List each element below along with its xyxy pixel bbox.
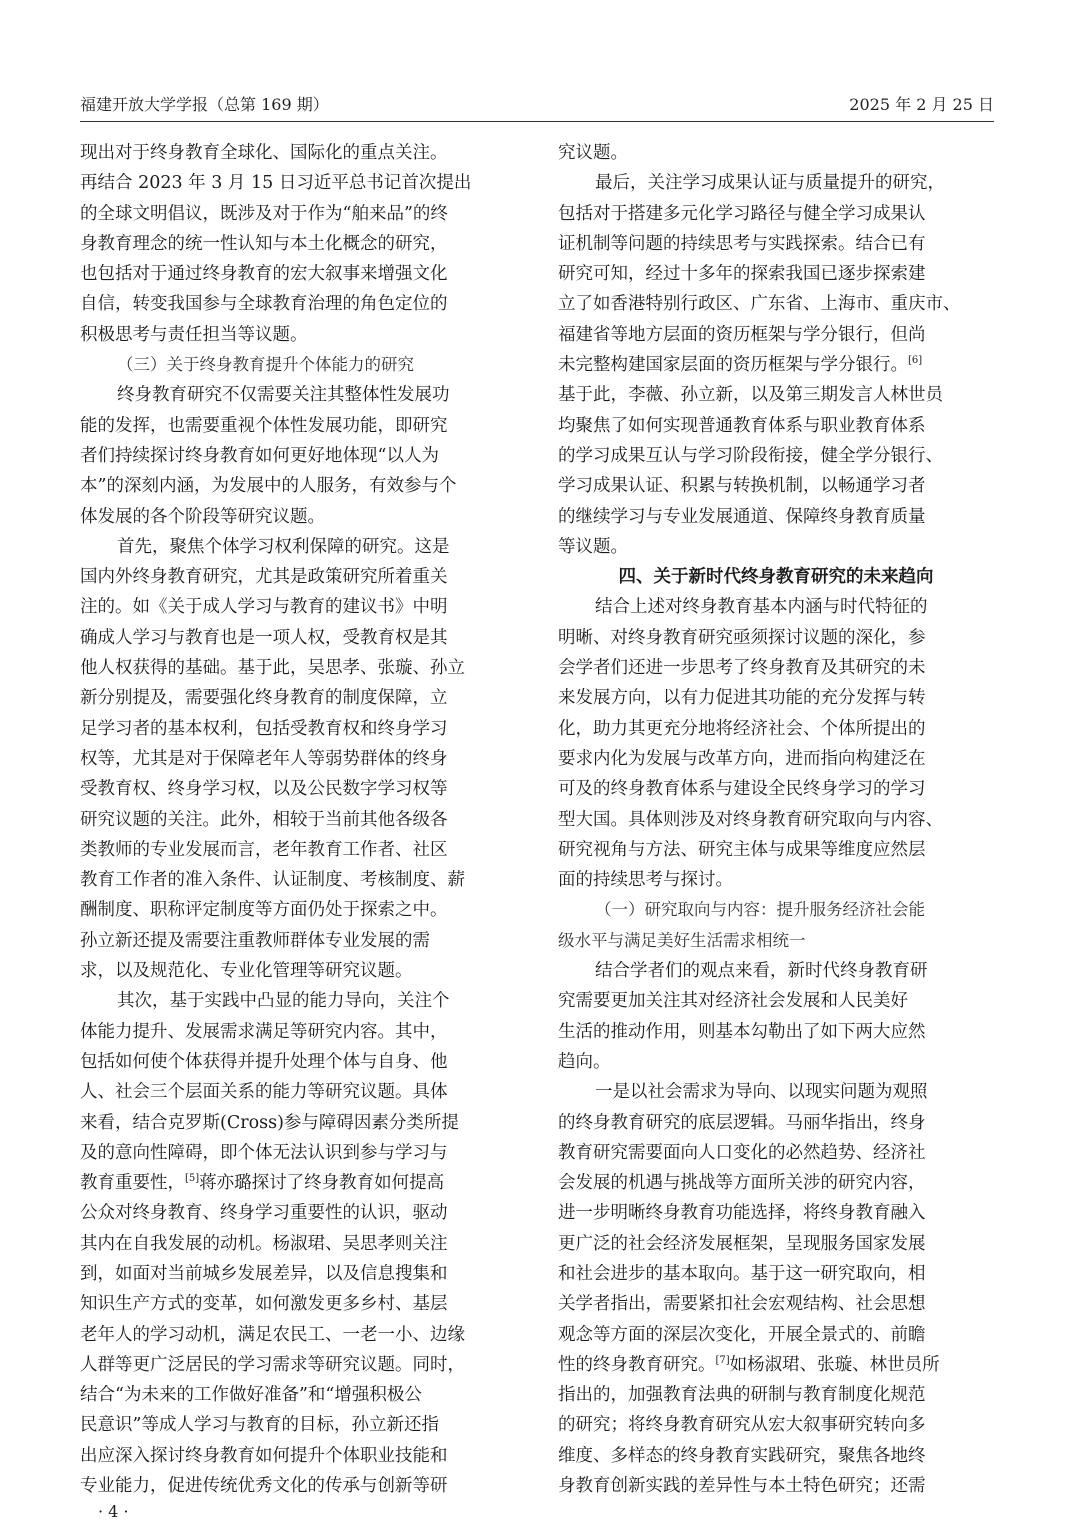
line-text: 求，以及规范化、专业化管理等研究议题。 — [80, 961, 413, 982]
text-line — [80, 1017, 514, 1047]
line-text: （一）研究取向与内容：提升服务经济社会能 — [595, 900, 925, 920]
text-line — [558, 471, 994, 501]
text-line — [558, 714, 994, 744]
line-text: 受教育权、终身学习权，以及公民数字学习权等 — [80, 779, 448, 800]
text-line — [80, 229, 514, 259]
line-text: 等议题。 — [558, 536, 628, 557]
line-text: 知识生产方式的变革，如何激发更多乡村、基层 — [80, 1294, 448, 1315]
line-text: 体发展的各个阶段等研究议题。 — [80, 506, 325, 527]
text-line — [558, 1441, 994, 1471]
text-line — [80, 1471, 514, 1501]
text-line — [558, 138, 994, 168]
text-line — [80, 926, 514, 956]
citation-ref: [6] — [908, 355, 923, 367]
text-line — [558, 623, 994, 653]
text-line — [80, 259, 514, 289]
text-line — [80, 774, 514, 804]
line-text: 其内在自我发展的动机。杨淑珺、吴思孝则关注 — [80, 1233, 448, 1254]
line-text: 确成人学习与教育也是一项人权，受教育权是其 — [80, 627, 448, 648]
text-line — [558, 168, 994, 198]
line-text: 体能力提升、发展需求满足等研究内容。其中， — [80, 1021, 448, 1042]
text-line — [558, 1350, 994, 1380]
text-line — [558, 592, 994, 622]
line-text: 教育研究需要面向人口变化的必然趋势、经济社 — [558, 1142, 926, 1163]
line-text: 进一步明晰终身教育功能选择，将终身教育融入 — [558, 1203, 926, 1224]
text-line — [558, 1229, 994, 1259]
line-text: 观念等方面的深层次变化，开展全景式的、前瞻 — [558, 1324, 926, 1345]
line-text: 注的。如《关于成人学习与教育的建议书》中明 — [80, 597, 448, 618]
line-text: 究议题。 — [558, 143, 628, 163]
line-text: 身教育理念的统一性认知与本土化概念的研究， — [80, 233, 448, 254]
line-text: 面的持续思考与探讨。 — [558, 870, 733, 891]
line-text: 化，助力其更充分地将经济社会、个体所提出的 — [558, 718, 926, 739]
text-line — [80, 744, 514, 774]
line-text: 再结合 2023 年 3 月 15 日习近平总书记首次提出 — [80, 173, 472, 194]
line-text: 其次，基于实践中凸显的能力导向，关注个 — [117, 991, 450, 1012]
line-text: 类教师的专业发展而言，老年教育工作者、社区 — [80, 839, 448, 860]
line-text: 的全球文明倡议，既涉及对于作为“舶来品”的终 — [80, 203, 448, 224]
text-line — [558, 653, 994, 683]
line-text: 级水平与满足美好生活需求相统一 — [558, 930, 806, 950]
line-text: 孙立新还提及需要注重教师群体专业发展的需 — [80, 930, 430, 951]
text-line — [558, 956, 994, 986]
text-line — [80, 835, 514, 865]
text-line — [80, 714, 514, 744]
text-line — [558, 1380, 994, 1410]
journal-title: 福建开放大学学报（总第 169 期） — [80, 95, 329, 114]
text-line — [80, 1108, 514, 1138]
text-line — [558, 1077, 994, 1107]
line-text: 证机制等问题的持续思考与实践探索。结合已有 — [558, 233, 926, 254]
line-text: 和社会进步的基本取向。基于这一研究取向，相 — [558, 1263, 926, 1284]
line-text: 出应深入探讨终身教育如何提升个体职业技能和 — [80, 1445, 448, 1466]
line-text: 维度、多样态的终身教育实践研究，聚焦各地终 — [558, 1445, 926, 1466]
text-line — [80, 1047, 514, 1077]
line-text-continued: 蒋亦璐探讨了终身教育如何提高 — [199, 1173, 445, 1194]
line-text: 均聚焦了如何实现普通教育体系与职业教育体系 — [558, 415, 926, 436]
line-text: 也包括对于通过终身教育的宏大叙事来增强文化 — [80, 264, 448, 285]
text-line — [80, 623, 514, 653]
text-line — [558, 1017, 994, 1047]
line-text: 性的终身教育研究。 — [558, 1354, 716, 1375]
line-text: 型大国。具体则涉及对终身教育研究取向与内容、 — [558, 809, 943, 830]
line-text: 研究议题的关注。此外，相较于当前其他各级各 — [80, 809, 448, 830]
text-line — [80, 1229, 514, 1259]
subsection-heading — [80, 350, 514, 380]
text-line — [558, 683, 994, 713]
text-line — [558, 380, 994, 410]
line-text: 可及的终身教育体系与建设全民终身学习的学习 — [558, 779, 926, 800]
text-line — [558, 350, 994, 380]
line-text: 关学者指出，需要紧扣社会宏观结构、社会思想 — [558, 1294, 926, 1315]
text-line — [80, 592, 514, 622]
text-line — [80, 1410, 514, 1440]
text-line — [80, 1198, 514, 1228]
running-header — [80, 88, 994, 118]
line-text: 者们持续探讨终身教育如何更好地体现“以人为 — [80, 445, 439, 466]
text-line — [80, 1380, 514, 1410]
line-text: 积极思考与责任担当等议题。 — [80, 324, 308, 345]
text-line — [80, 532, 514, 562]
text-line — [558, 289, 994, 319]
line-text: 本”的深刻内涵，为发展中的人服务，有效参与个 — [80, 476, 457, 497]
text-line — [80, 1138, 514, 1168]
line-text: 首先，聚焦个体学习权利保障的研究。这是 — [117, 536, 450, 557]
line-text: 学习成果认证、积累与转换机制，以畅通学习者 — [558, 476, 926, 497]
text-line — [558, 532, 994, 562]
line-text: 能的发挥，也需要重视个体性发展功能，即研究 — [80, 415, 448, 436]
line-text: 一是以社会需求为导向、以现实问题为观照 — [595, 1082, 928, 1103]
text-line — [558, 1289, 994, 1319]
line-text: 会学者们还进一步思考了终身教育及其研究的未 — [558, 658, 926, 679]
line-text: 他人权获得的基础。基于此，吴思孝、张璇、孙立 — [80, 658, 465, 679]
text-line — [80, 502, 514, 532]
line-text: 结合上述对终身教育基本内涵与时代特征的 — [595, 597, 928, 618]
line-text: 结合学者们的观点来看，新时代终身教育研 — [595, 961, 928, 982]
text-line — [80, 411, 514, 441]
text-line — [80, 986, 514, 1016]
line-text: 新分别提及，需要强化终身教育的制度保障，立 — [80, 688, 448, 709]
line-text: 福建省等地方层面的资历框架与学分银行，但尚 — [558, 324, 926, 345]
text-line — [80, 168, 514, 198]
text-line — [558, 865, 994, 895]
text-line — [80, 1168, 514, 1198]
line-text: 研究可知，经过十多年的探索我国已逐步探索建 — [558, 264, 926, 285]
text-line — [80, 1259, 514, 1289]
text-line — [558, 805, 994, 835]
line-text: 的终身教育研究的底层逻辑。马丽华指出，终身 — [558, 1112, 926, 1133]
text-line — [80, 1441, 514, 1471]
left-column — [80, 138, 514, 1501]
text-line — [558, 1138, 994, 1168]
line-text: 教育重要性， — [80, 1173, 185, 1194]
line-text: 包括对于搭建多元化学习路径与健全学习成果认 — [558, 203, 926, 224]
line-text: 指出的，加强教育法典的研制与教育制度化规范 — [558, 1385, 926, 1406]
line-text: 更广泛的社会经济发展框架，呈现服务国家发展 — [558, 1233, 926, 1254]
line-text: 人群等更广泛居民的学习需求等研究议题。同时， — [80, 1354, 465, 1375]
text-line — [558, 835, 994, 865]
line-text: 身教育创新实践的差异性与本土特色研究；还需 — [558, 1476, 926, 1497]
text-line — [80, 441, 514, 471]
right-column — [558, 138, 994, 1501]
line-text: 的学习成果互认与学习阶段衔接，健全学分银行、 — [558, 445, 943, 466]
line-text: 专业能力，促进传统优秀文化的传承与创新等研 — [80, 1476, 448, 1497]
line-text: 权等，尤其是对于保障老年人等弱势群体的终身 — [80, 748, 448, 769]
line-text: 教育工作者的准入条件、认证制度、考核制度、薪 — [80, 870, 465, 891]
text-line — [558, 229, 994, 259]
text-line — [558, 441, 994, 471]
line-text: （三）关于终身教育提升个体能力的研究 — [117, 355, 414, 375]
section-heading — [558, 562, 994, 592]
text-line — [558, 744, 994, 774]
text-line — [80, 380, 514, 410]
line-text: 国内外终身教育研究，尤其是政策研究所着重关 — [80, 567, 448, 588]
line-text: 的继续学习与专业发展通道、保障终身教育质量 — [558, 506, 926, 527]
text-line — [558, 1410, 994, 1440]
line-text: 未完整构建国家层面的资历框架与学分银行。 — [558, 355, 908, 376]
text-line — [558, 1259, 994, 1289]
line-text: 老年人的学习动机，满足农民工、一老一小、边缘 — [80, 1324, 465, 1345]
line-text: 基于此，李薇、孙立新，以及第三期发言人林世员 — [558, 385, 943, 406]
header-divider — [80, 121, 994, 122]
text-line — [80, 683, 514, 713]
line-text: 足学习者的基本权利，包括受教育权和终身学习 — [80, 718, 448, 739]
line-text: 的研究；将终身教育研究从宏大叙事研究转向多 — [558, 1415, 926, 1436]
text-line — [80, 1289, 514, 1319]
line-text: 来发展方向，以有力促进其功能的充分发挥与转 — [558, 688, 926, 709]
text-line — [80, 1350, 514, 1380]
text-line — [558, 199, 994, 229]
line-text: 立了如香港特别行政区、广东省、上海市、重庆市、 — [558, 294, 961, 315]
text-line — [558, 1471, 994, 1501]
text-line — [558, 320, 994, 350]
text-line — [558, 1108, 994, 1138]
citation-ref: [5] — [185, 1173, 200, 1185]
line-text: 民意识”等成人学习与教育的目标，孙立新还指 — [80, 1415, 439, 1436]
text-line — [558, 1320, 994, 1350]
text-line — [558, 502, 994, 532]
text-line — [558, 986, 994, 1016]
citation-ref: [7] — [715, 1355, 730, 1367]
line-text: 生活的推动作用，则基本勾勒出了如下两大应然 — [558, 1021, 926, 1042]
text-line — [80, 1077, 514, 1107]
text-line — [80, 199, 514, 229]
line-text: 四、关于新时代终身教育研究的未来趋向 — [618, 567, 934, 588]
line-text: 包括如何使个体获得并提升处理个体与自身、他 — [80, 1051, 448, 1072]
text-line — [80, 865, 514, 895]
line-text: 及的意向性障碍，即个体无法认识到参与学习与 — [80, 1142, 448, 1163]
line-text: 现出对于终身教育全球化、国际化的重点关注。 — [80, 143, 448, 163]
text-line — [80, 320, 514, 350]
line-text: 明晰、对终身教育研究亟须探讨议题的深化，参 — [558, 627, 926, 648]
line-text: 研究视角与方法、研究主体与成果等维度应然层 — [558, 839, 926, 860]
text-line — [80, 562, 514, 592]
line-text: 自信，转变我国参与全球教育治理的角色定位的 — [80, 294, 448, 315]
line-text: 酬制度、职称评定制度等方面仍处于探索之中。 — [80, 900, 448, 921]
line-text: 终身教育研究不仅需要关注其整体性发展功 — [117, 385, 450, 406]
text-line — [80, 471, 514, 501]
text-line — [80, 805, 514, 835]
subsection-heading — [558, 895, 994, 925]
line-text: 到，如面对当前城乡发展差异，以及信息搜集和 — [80, 1263, 448, 1284]
text-line — [80, 956, 514, 986]
line-text: 来看，结合克罗斯(Cross)参与障碍因素分类所提 — [80, 1112, 459, 1133]
line-text: 究需要更加关注其对经济社会发展和人民美好 — [558, 991, 908, 1012]
text-line — [80, 289, 514, 319]
line-text: 趋向。 — [558, 1051, 611, 1072]
line-text: 要求内化为发展与改革方向，进而指向构建泛在 — [558, 748, 926, 769]
line-text: 结合“为未来的工作做好准备”和“增强积极公 — [80, 1385, 422, 1406]
text-line — [80, 653, 514, 683]
line-text: 最后，关注学习成果认证与质量提升的研究， — [595, 173, 945, 194]
page-number: · 4 · — [98, 1502, 129, 1521]
text-line — [558, 774, 994, 804]
line-text: 会发展的机遇与挑战等方面所关涉的研究内容， — [558, 1173, 926, 1194]
line-text: 公众对终身教育、终身学习重要性的认识，驱动 — [80, 1203, 448, 1224]
text-line — [80, 138, 514, 168]
text-line — [558, 1198, 994, 1228]
subsection-heading — [558, 926, 994, 956]
text-line — [558, 411, 994, 441]
text-line — [80, 895, 514, 925]
text-line — [558, 1168, 994, 1198]
line-text: 人、社会三个层面关系的能力等研究议题。具体 — [80, 1082, 448, 1103]
text-line — [558, 259, 994, 289]
text-line — [558, 1047, 994, 1077]
line-text-continued: 如杨淑珺、张璇、林世员所 — [729, 1354, 940, 1375]
text-line — [80, 1320, 514, 1350]
issue-date: 2025 年 2 月 25 日 — [849, 95, 994, 114]
